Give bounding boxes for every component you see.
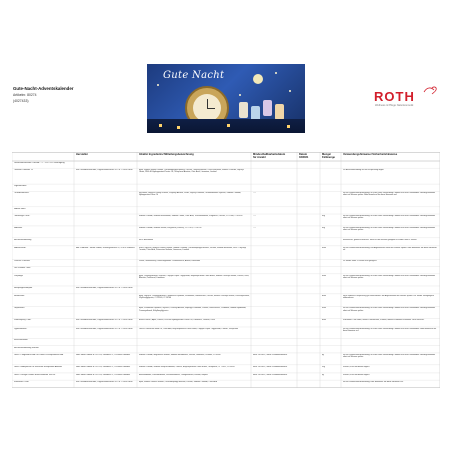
usage-notes-cell: Nur zur äußerlichen Anwendung. Bei Augenkontakt sofort mit Wasser spülen. Bitte bewahren Sie diese Hinweise auf. (342, 246, 437, 252)
date-cell (299, 192, 319, 206)
product-name-cell: Pflanzengel Tinte* (13, 214, 31, 217)
ingredients-cell (139, 162, 250, 168)
ingredients-cell: Sodium Chloride, Magnesium Sulfate, Sodium Bicarbonate, Parfum, Limonene, Linalool, CI 42090 (138, 353, 221, 356)
quantity-cell (322, 267, 340, 273)
date-cell (299, 275, 319, 286)
ingredients-cell: Sodium Chloride, Sodium Sulfate, Fragrance (Parfum), CI 77491, CI 14700 (138, 226, 202, 229)
usage-notes-cell (343, 347, 439, 353)
star-icon (239, 94, 241, 96)
usage-notes-cell: Trocken, kühl und dunkel lagern. (342, 365, 370, 368)
best-before-cell: Nicht 10/2022, siehe Produktaufdruck (252, 365, 288, 368)
usage-notes-cell: Nur zur äußerlichen Anwendung. Im Falle einer Verwendung Produkt nicht mehr verwenden. Bei Augenkontakt sofort mit Wasser spülen. (342, 214, 435, 220)
heart-ornament-icon (422, 85, 438, 95)
product-name-cell: Dose® Pflegendes Bad- für Reine & Entspanntes Bad (13, 353, 64, 356)
date-cell (299, 169, 319, 184)
product-table (12, 152, 440, 388)
usage-notes-cell (343, 185, 439, 191)
best-before-cell (253, 307, 296, 318)
cover-title: Gute Nacht (163, 70, 225, 81)
date-cell (299, 239, 319, 246)
ingredients-cell: Sodium Chloride, Sodium Sesquicarbonate, Parfum, Butyrospermum Parkii Butter, Tocopherol, CI 77891, CI 16035 (138, 365, 235, 368)
usage-notes-cell: Zur Außenanwendung auf der Verpackung liegen. (342, 169, 385, 171)
usage-notes-cell (343, 208, 439, 214)
best-before-cell (253, 239, 296, 246)
quantity-cell (322, 169, 340, 184)
manufacturer-cell: Beos Hexa GmbH & Co. KG, Gelsbeck 1, 29-48867 Alsdorf (75, 353, 131, 356)
logo-wordmark: ROTH (374, 89, 415, 104)
usage-notes-cell: Nur zur äußerlichen Anwendung. Im Falle einer Verwendung Produkt nicht mehr verwenden. Bei Augenkontakt sofort mit Wasser spülen. (342, 274, 435, 279)
roth-logo (374, 85, 440, 109)
moon-icon (253, 74, 263, 84)
ingredients-cell (139, 267, 250, 273)
document-title: Gute-Nacht-Adventskalender (13, 86, 74, 91)
best-before-cell (253, 328, 296, 338)
manufacturer-cell (76, 295, 136, 306)
quantity-cell: 5g (321, 373, 324, 376)
product-name-cell: Christbaumhaus* (13, 192, 30, 195)
quantity-cell (322, 260, 340, 266)
manufacturer-cell (76, 339, 136, 345)
date-cell (299, 366, 319, 373)
manufacturer-cell: NNC Handelsvertriebs, Lagerhallentunnel 35 Ca. 7/1000 Gröll (75, 169, 133, 171)
best-before-cell: Nicht 10/2022, siehe Produktaufdruck (252, 353, 288, 356)
date-cell (299, 319, 319, 326)
ingredients-cell: Bye Blaue, Natrium Lauroyl Sulfate, Polyvinyl Alcohol, Zettel, Glyceryl Dioleate, Grundsubstanz Glycerin, Sodium Chloride, Hydrogenated Olive Oil (138, 192, 242, 197)
product-name-cell: Haarpflegeshampoo (13, 286, 33, 289)
product-bottle-icon (263, 100, 272, 116)
star-icon (289, 90, 291, 92)
usage-notes-cell: Entzündlich. Von Hitze, heißen Oberflächen, Funken, offenen Flammen fernhalten. Nicht rauchen. (342, 319, 425, 322)
best-before-cell: ~~~ (252, 226, 257, 229)
product-bottle-icon (239, 102, 248, 118)
manufacturer-cell (76, 267, 136, 273)
date-cell (299, 381, 319, 388)
ingredients-cell: Alcohol Denat., Aqua, Parfum, PEG-40 Hydrogenated Castor Oil, Limonene, Linalool, Citral (138, 319, 215, 322)
quantity-cell (322, 381, 340, 388)
quantity-cell (322, 208, 340, 214)
date-cell (299, 339, 319, 345)
quantity-cell: 1g (321, 353, 324, 356)
star-icon (157, 84, 159, 86)
best-before-cell (253, 169, 296, 184)
date-cell (299, 267, 319, 273)
best-before-cell (253, 247, 296, 259)
date-cell (299, 347, 319, 353)
ingredients-cell: Aqua, Paraffinum Liquidum, Glycerin, Cetearyl Alcohol, Isopropyl Palmitate, Parfum, Dimethicone, Carbomer, Sodium Hydroxide, Phenoxyethanol, Ethylhexylglycerin (138, 307, 247, 312)
manufacturer-cell: Beos Hexa GmbH & Co. KG, Gelsbeck 1, 29-48867 Alsdorf (75, 365, 131, 368)
quantity-cell (322, 347, 340, 353)
manufacturer-cell: Beos Hexa GmbH & Co. KG, Gelsbeck 1, 29-48867 Alsdorf (75, 373, 131, 376)
product-name-cell: Duft Zusätze Tinte (13, 267, 31, 270)
product-name-cell: Handcreme* (13, 294, 26, 297)
star-icon (275, 72, 277, 74)
usage-notes-cell: Nur zur äußerlichen Anwendung. Bitte bewahren Sie diese Hinweise auf. (342, 380, 404, 383)
column-header-date: Datum 03/2021 (299, 153, 309, 160)
date-cell (299, 215, 319, 226)
date-cell (299, 287, 319, 294)
best-before-cell (253, 162, 296, 168)
usage-notes-cell: Trocken, kühl und dunkel lagern. (342, 373, 370, 376)
product-name-cell: Zimmerspray Tinte* (13, 319, 32, 322)
manufacturer-cell (76, 162, 136, 168)
quantity-cell (322, 287, 340, 294)
manufacturer-cell (76, 260, 136, 266)
product-name-cell: Unternehmensform: Limited / ~7.: 124 / Ln. Gefertigung (13, 161, 65, 164)
best-before-cell: ~~~ (252, 192, 257, 195)
column-header-quantity: Menge/ Füllmenge (322, 153, 335, 160)
usage-notes-cell: Nur zur äußerlichen Anwendung. Im Falle einer Verwendung Produkt nicht mehr verwenden. Bei Augenkontakt sofort mit Wasser spülen. (342, 353, 435, 359)
product-bottle-icon (275, 104, 284, 120)
manufacturer-cell (76, 307, 136, 318)
ingredients-cell: Ricinus Communis Seed Oil, Cera Alba, Butyrospermum Parkii Butter, Caprylic/Capric Triglyceride, Parfum, Tocopherol (138, 327, 238, 330)
date-cell (299, 208, 319, 214)
date-cell (299, 307, 319, 318)
usage-notes-cell (343, 339, 439, 345)
quantity-cell: 50g (321, 214, 325, 217)
usage-notes-cell: Für Kinder unter 3 Jahren nicht geeignet. (342, 260, 377, 263)
manufacturer-cell (76, 215, 136, 226)
quantity-cell: 30ml (321, 294, 327, 297)
quantity-cell (322, 162, 340, 168)
best-before-cell (253, 267, 296, 273)
usage-notes-cell: Nur zur äußerlichen Anwendung. Im Falle einer Verwendung Produkt nicht mehr verwenden. Bitte bewahren Sie diese Hinweise auf. (342, 327, 437, 333)
product-name-cell: Badeschaum* (13, 246, 27, 249)
date-cell (299, 374, 319, 380)
date-cell (299, 247, 319, 259)
ingredients-cell: Zucker, Glukosesirup, Säuerungsmittel: Citronensäure, Aroma, Farbstoffe (138, 260, 200, 263)
manufacturer-cell: NNC Handelsvertriebs, Lagerhallentunnel 35 Ca. 7/1000 Gröll (75, 327, 133, 330)
date-cell (299, 328, 319, 338)
manufacturer-cell (76, 347, 136, 353)
quantity-cell: 50ml (321, 246, 327, 249)
article-code: (4027433) (13, 99, 29, 103)
manufacturer-cell: Aoe Produkte - Maria Doblin, Rosengsstraße 11, 07432 Koblenz (75, 246, 135, 249)
column-header-manufacturer: Hersteller (76, 153, 88, 156)
product-name-cell: Zugehörinmet (13, 184, 27, 187)
quantity-cell (322, 339, 340, 345)
date-cell (299, 295, 319, 306)
product-name-cell: Schlafsack Tinte (13, 380, 29, 383)
best-before-cell (253, 287, 296, 294)
ingredients-cell (139, 208, 250, 214)
product-name-cell: Dose® Ruhige Kronen Entschlafende Tee etc (13, 373, 56, 376)
usage-notes-cell: Nur zur äußerlichen Anwendung. Im Falle einer Verwendung Produkt nicht mehr verwenden. Bei Augenkontakt sofort mit Wasser spülen. (342, 307, 435, 312)
best-before-cell (253, 260, 296, 266)
quantity-cell: 50ml (321, 307, 327, 310)
ingredients-cell: Aqua, Cetearyl Alcohol, Glycerin, Caprylic/Capric Triglyceride, Butyrospermum Parkii Butter, Sodium Cetearyl Sulfate, Parfum, Urea, Allantoin, Panthenol, Limonene (138, 274, 250, 279)
quantity-cell (322, 328, 340, 338)
quantity-cell (322, 239, 340, 246)
product-name-cell: Dose® Badeperlen für Wohliche Entspannte Abende (13, 365, 62, 368)
date-cell (299, 354, 319, 365)
usage-notes-cell: Vorwäschen, getrennt waschen. Nicht für den Einsatz geeignet für Kinder unter 3 Jahren. (342, 238, 418, 241)
quantity-cell (322, 185, 340, 191)
quantity-cell: 50ml (321, 274, 327, 277)
usage-notes-cell (343, 162, 439, 168)
product-name-cell: Badesalz* (13, 226, 23, 229)
manufacturer-cell: NNC Handelsvertriebs, Lagerhallentunnel 35 Ca. 7/1000 Gröll (75, 286, 133, 289)
manufacturer-cell (76, 185, 136, 191)
quantity-cell: 30ml (321, 319, 327, 322)
best-before-cell (253, 185, 296, 191)
manufacturer-cell (76, 208, 136, 214)
best-before-cell (253, 275, 296, 286)
product-name-cell: Lippenbalsam* (13, 327, 28, 330)
ingredients-cell: Aqua, Sodium laureth Sulfate, Cocamidopropyl Betaine, Parfum, Triethanolamine, Coco-Glucoside, Sodium Chloride, Glyceryl Oleate, PEG-40 Hydrogenated Castor Oil, Tocopherol Acetate, Citric Acid, Limonene, Linalool (138, 169, 244, 174)
ingredients-cell: Aqua, Sodium Laureth Sulfate, Cocamidopropyl Betaine, Parfum, Sodium Chloride, Citric Acid (138, 380, 218, 383)
ingredients-cell: 100% Baumwolle (138, 238, 154, 241)
best-before-cell (253, 339, 296, 345)
product-name-cell: Chlormin Unterteil 12 (13, 169, 34, 171)
ingredients-cell: Aqua, Glycerin, Cetearyl Alcohol, Paraffinum Liquidum, Petrolatum, Dimethicone, Parfum, Sodium Cetearyl Sulfate, Phenoxyethanol, Ethylhexylglycerin, CI 19140, CI 14700 (138, 294, 250, 300)
manufacturer-cell (76, 192, 136, 206)
manufacturer-cell (76, 275, 136, 286)
best-before-cell: ~~~ (252, 214, 257, 217)
date-cell (299, 185, 319, 191)
product-name-cell: Nachtschmetterling (13, 238, 32, 241)
quantity-cell (322, 192, 340, 206)
column-header-best-before: Mindesthaltbarkeitsdatum für Anzahl (253, 153, 286, 160)
usage-notes-cell: Nur zur äußerlichen Anwendung. Im Falle einer Verwendung Produkt nicht mehr verwenden. Bei Augenkontakt sofort mit Wasser spülen. Bitte bewahren Sie diese Hinweise auf. (342, 192, 435, 197)
manufacturer-cell (76, 227, 136, 238)
column-header-usage-notes: Verwendungshinweise/ Sicherheitshinweise (343, 153, 398, 156)
ingredients-cell (139, 287, 250, 294)
best-before-cell (253, 208, 296, 214)
product-name-cell: Körpermilch (13, 307, 25, 310)
quantity-cell: 20g (321, 365, 325, 368)
product-name-cell: Badeöl Stern (13, 207, 26, 210)
ingredients-cell: Melissenblätter, Lavendelblüten, Zitronenverbene, Orangenblüten, Kamille, Hopfen (138, 373, 208, 376)
date-cell (299, 227, 319, 238)
date-cell (299, 260, 319, 266)
usage-notes-cell (343, 287, 439, 294)
ingredients-cell (139, 185, 250, 191)
manufacturer-cell (76, 239, 136, 246)
ingredients-cell: Water, Glycerin, Sodium Laureth Sulfate, Sodium Chloride, Cocamidopropyl Betaine, Parfum, Sodium Benzoate, PEG-7 Glyceryl Cocoate, Citric Acid, Potassium Sorbate, Limonene, Linalool (138, 246, 247, 252)
best-before-cell (253, 347, 296, 353)
quantity-cell: 60g (321, 226, 325, 229)
usage-notes-cell (343, 267, 439, 273)
usage-notes-cell: Nach Gebrauch Verpackung gut verschließen. Bei Augenkontakt mit Wasser spülen. Für Kinder unzugänglich aufbewahren. (342, 294, 434, 300)
manufacturer-cell: NNC Handelsvertriebs, Lagerhallentunnel 35 Ca. 7/1000 Gröll (75, 380, 133, 383)
ingredients-cell (139, 339, 250, 345)
manufacturer-cell: NNC Handelsvertriebs, Lagerhallentunnel 35 Ca. 7/1000 Gröll (75, 319, 133, 322)
product-name-cell: Gesichtsmaske (13, 339, 28, 342)
best-before-cell: Nicht 10/2022, siehe Produktaufdruck (252, 373, 288, 376)
date-cell (299, 162, 319, 168)
ingredients-cell (139, 347, 250, 353)
column-header-ingredients: Inhalts/ Ingredients/ Mitteilungsbezeichnung (139, 153, 194, 156)
product-name-cell: Lutscher Lutscher (13, 260, 31, 263)
village-silhouette (147, 119, 305, 133)
best-before-cell (253, 295, 296, 306)
product-cover-image (147, 64, 305, 133)
article-number: Artikelnr. 80274 (13, 93, 37, 97)
product-name-cell: Nachtschmetterling Socken (13, 346, 39, 349)
best-before-cell (253, 381, 296, 388)
usage-notes-cell: Nur zur äußerlichen Anwendung. Im Falle einer Verwendung Produkt nicht mehr verwenden. Bei Augenkontakt sofort mit Wasser spülen. (342, 226, 435, 232)
ingredients-cell: Sodium Chloride, Sodium Bicarbonate, Sodium Citrate, Citric Acid, Triethanolamine, Fragrance, Parfum, CI 19140, CI 42090 (138, 214, 243, 217)
product-name-cell: Fußpflege (13, 274, 23, 277)
logo-tagline: Wellness & Pflege Naturkosmetik (375, 104, 414, 107)
best-before-cell (253, 319, 296, 326)
